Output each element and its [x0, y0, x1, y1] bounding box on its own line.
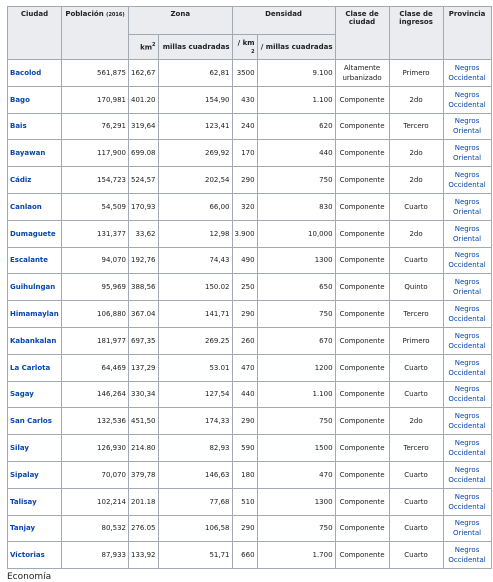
city-link[interactable]: Sipalay — [8, 461, 62, 488]
header-millas-zona: millas cuadradas — [158, 35, 232, 60]
density-mi2-cell: 1.100 — [257, 86, 335, 113]
density-mi2-cell: 750 — [257, 515, 335, 542]
area-km2-cell: 330,34 — [129, 381, 159, 408]
population-cell: 126,930 — [62, 435, 129, 462]
density-km2-cell: 3.900 — [232, 220, 257, 247]
population-cell: 94,070 — [62, 247, 129, 274]
density-mi2-cell: 620 — [257, 113, 335, 140]
province-link[interactable]: Negros Occidental — [443, 408, 491, 435]
density-km2-cell: 290 — [232, 167, 257, 194]
header-poblacion[interactable] — [62, 7, 129, 60]
city-class-cell: Altamente urbanizado — [335, 60, 389, 87]
area-mi2-cell: 82,93 — [158, 435, 232, 462]
population-cell: 95,969 — [62, 274, 129, 301]
header-per-km-sub: 2 — [251, 49, 255, 55]
province-link[interactable]: Negros Oriental — [443, 515, 491, 542]
table-row — [8, 515, 492, 542]
header-millas-dens: / millas cuadradas — [257, 35, 335, 60]
density-km2-cell: 660 — [232, 542, 257, 569]
area-mi2-cell: 77,68 — [158, 488, 232, 515]
area-mi2-cell: 150.02 — [158, 274, 232, 301]
density-mi2-cell: 1.100 — [257, 381, 335, 408]
income-class-cell: Cuarto — [389, 381, 443, 408]
income-class-cell: Tercero — [389, 435, 443, 462]
density-km2-cell: 240 — [232, 113, 257, 140]
province-link[interactable]: Negros Occidental — [443, 301, 491, 328]
area-km2-cell: 162,67 — [129, 60, 159, 87]
density-km2-cell: 320 — [232, 193, 257, 220]
city-class-cell: Componente — [335, 113, 389, 140]
area-km2-cell: 699.08 — [129, 140, 159, 167]
population-cell: 106,880 — [62, 301, 129, 328]
area-km2-cell: 388,56 — [129, 274, 159, 301]
area-mi2-cell: 269,92 — [158, 140, 232, 167]
city-link[interactable]: Himamaylan — [8, 301, 62, 328]
table-row — [8, 60, 492, 87]
city-link[interactable]: Tanjay — [8, 515, 62, 542]
population-cell: 561,875 — [62, 60, 129, 87]
city-link[interactable]: Bayawan — [8, 140, 62, 167]
population-cell: 70,070 — [62, 461, 129, 488]
province-link[interactable]: Negros Occidental — [443, 60, 491, 87]
cities-table — [7, 6, 492, 569]
table-row — [8, 435, 492, 462]
density-km2-cell: 250 — [232, 274, 257, 301]
density-km2-cell: 430 — [232, 86, 257, 113]
density-km2-cell: 470 — [232, 354, 257, 381]
income-class-cell: Cuarto — [389, 488, 443, 515]
province-link[interactable]: Negros Occidental — [443, 86, 491, 113]
area-mi2-cell: 123,41 — [158, 113, 232, 140]
table-row — [8, 461, 492, 488]
density-km2-cell: 290 — [232, 301, 257, 328]
province-link[interactable]: Negros Occidental — [443, 247, 491, 274]
density-mi2-cell: 470 — [257, 461, 335, 488]
area-mi2-cell: 74,43 — [158, 247, 232, 274]
area-mi2-cell: 269.25 — [158, 327, 232, 354]
province-link[interactable]: Negros Occidental — [443, 167, 491, 194]
city-class-cell: Componente — [335, 488, 389, 515]
population-cell: 54,509 — [62, 193, 129, 220]
density-mi2-cell: 440 — [257, 140, 335, 167]
density-mi2-cell: 750 — [257, 167, 335, 194]
area-km2-cell: 524,57 — [129, 167, 159, 194]
city-class-cell: Componente — [335, 167, 389, 194]
area-km2-cell: 137,29 — [129, 354, 159, 381]
population-cell: 76,291 — [62, 113, 129, 140]
province-link[interactable]: Negros Occidental — [443, 435, 491, 462]
table-row — [8, 381, 492, 408]
population-cell: 80,532 — [62, 515, 129, 542]
table-row — [8, 193, 492, 220]
header-ciudad[interactable]: Ciudad — [8, 7, 62, 60]
population-cell: 170,981 — [62, 86, 129, 113]
city-class-cell: Componente — [335, 381, 389, 408]
table-row — [8, 86, 492, 113]
density-km2-cell: 440 — [232, 381, 257, 408]
area-mi2-cell: 12,98 — [158, 220, 232, 247]
table-row — [8, 354, 492, 381]
income-class-cell: 2do — [389, 167, 443, 194]
city-class-cell: Componente — [335, 220, 389, 247]
population-cell: 102,214 — [62, 488, 129, 515]
population-cell: 117,900 — [62, 140, 129, 167]
province-link[interactable]: Negros Oriental — [443, 220, 491, 247]
density-mi2-cell: 1300 — [257, 247, 335, 274]
income-class-cell: Cuarto — [389, 247, 443, 274]
income-class-cell: Primero — [389, 327, 443, 354]
income-class-cell: Cuarto — [389, 515, 443, 542]
area-km2-cell: 697,35 — [129, 327, 159, 354]
density-km2-cell: 180 — [232, 461, 257, 488]
city-link[interactable]: Cádiz — [8, 167, 62, 194]
area-km2-cell: 451,50 — [129, 408, 159, 435]
province-link[interactable]: Negros Occidental — [443, 354, 491, 381]
header-provincia[interactable]: Provincia — [443, 7, 491, 60]
city-class-cell: Componente — [335, 354, 389, 381]
density-mi2-cell: 1300 — [257, 488, 335, 515]
density-km2-cell: 290 — [232, 515, 257, 542]
table-row — [8, 327, 492, 354]
area-km2-cell: 379,78 — [129, 461, 159, 488]
income-class-cell: Cuarto — [389, 542, 443, 569]
income-class-cell: Cuarto — [389, 193, 443, 220]
province-link[interactable]: Negros Oriental — [443, 274, 491, 301]
city-link[interactable]: Dumaguete — [8, 220, 62, 247]
city-link[interactable]: Victorias — [8, 542, 62, 569]
area-km2-cell: 201.18 — [129, 488, 159, 515]
area-mi2-cell: 174,33 — [158, 408, 232, 435]
city-link[interactable]: Bais — [8, 113, 62, 140]
table-row — [8, 220, 492, 247]
city-class-cell: Componente — [335, 408, 389, 435]
area-mi2-cell: 51,71 — [158, 542, 232, 569]
header-km2-sup: 2 — [152, 42, 156, 49]
density-mi2-cell: 650 — [257, 274, 335, 301]
population-cell: 154,723 — [62, 167, 129, 194]
population-cell: 131,377 — [62, 220, 129, 247]
area-mi2-cell: 141,71 — [158, 301, 232, 328]
income-class-cell: Primero — [389, 60, 443, 87]
table-row — [8, 488, 492, 515]
income-class-cell: Tercero — [389, 301, 443, 328]
area-km2-cell: 276.05 — [129, 515, 159, 542]
density-mi2-cell: 1500 — [257, 435, 335, 462]
city-link[interactable]: Sagay — [8, 381, 62, 408]
city-link[interactable]: Escalante — [8, 247, 62, 274]
income-class-cell: Cuarto — [389, 354, 443, 381]
population-cell: 64,469 — [62, 354, 129, 381]
header-zona[interactable]: Zona — [129, 7, 233, 35]
income-class-cell: Tercero — [389, 113, 443, 140]
city-class-cell: Componente — [335, 140, 389, 167]
city-link[interactable]: Guihulngan — [8, 274, 62, 301]
header-per-km-label: / km — [237, 39, 255, 47]
density-km2-cell: 260 — [232, 327, 257, 354]
table-row — [8, 274, 492, 301]
province-link[interactable]: Negros Occidental — [443, 461, 491, 488]
income-class-cell: 2do — [389, 220, 443, 247]
density-km2-cell: 490 — [232, 247, 257, 274]
income-class-cell: 2do — [389, 140, 443, 167]
area-mi2-cell: 106,58 — [158, 515, 232, 542]
area-km2-cell: 170,93 — [129, 193, 159, 220]
density-mi2-cell: 830 — [257, 193, 335, 220]
income-class-cell: Cuarto — [389, 461, 443, 488]
province-link[interactable]: Negros Occidental — [443, 542, 491, 569]
province-link[interactable]: Negros Occidental — [443, 488, 491, 515]
table-row — [8, 301, 492, 328]
density-mi2-cell: 1200 — [257, 354, 335, 381]
area-mi2-cell: 62,81 — [158, 60, 232, 87]
area-km2-cell: 319,64 — [129, 113, 159, 140]
city-class-cell: Componente — [335, 86, 389, 113]
area-km2-cell: 192,76 — [129, 247, 159, 274]
area-km2-cell: 214.80 — [129, 435, 159, 462]
area-km2-cell: 133,92 — [129, 542, 159, 569]
header-densidad[interactable]: Densidad — [232, 7, 335, 35]
city-class-cell: Componente — [335, 193, 389, 220]
province-link[interactable]: Negros Oriental — [443, 113, 491, 140]
population-cell: 132,536 — [62, 408, 129, 435]
city-link[interactable]: Kabankalan — [8, 327, 62, 354]
density-mi2-cell: 750 — [257, 408, 335, 435]
density-km2-cell: 170 — [232, 140, 257, 167]
province-link[interactable]: Negros Oriental — [443, 140, 491, 167]
area-mi2-cell: 53.01 — [158, 354, 232, 381]
city-class-cell: Componente — [335, 435, 389, 462]
density-mi2-cell: 9.100 — [257, 60, 335, 87]
area-mi2-cell: 154,90 — [158, 86, 232, 113]
density-km2-cell: 290 — [232, 408, 257, 435]
city-link[interactable]: Canlaon — [8, 193, 62, 220]
city-link[interactable]: Bacolod — [8, 60, 62, 87]
province-link[interactable]: Negros Occidental — [443, 327, 491, 354]
income-class-cell: 2do — [389, 408, 443, 435]
header-km2-label: km — [140, 43, 153, 52]
header-clase-ingresos[interactable]: Clase de ingresos — [389, 7, 443, 60]
density-km2-cell: 590 — [232, 435, 257, 462]
population-cell: 87,933 — [62, 542, 129, 569]
density-km2-cell: 3500 — [232, 60, 257, 87]
table-row — [8, 140, 492, 167]
city-link[interactable]: Silay — [8, 435, 62, 462]
income-class-cell: Quinto — [389, 274, 443, 301]
header-clase-ciudad[interactable]: Clase de ciudad — [335, 7, 389, 60]
city-link[interactable]: Talisay — [8, 488, 62, 515]
header-per-km — [232, 35, 257, 60]
city-link[interactable]: Bago — [8, 86, 62, 113]
density-km2-cell: 510 — [232, 488, 257, 515]
province-link[interactable]: Negros Oriental — [443, 193, 491, 220]
city-link[interactable]: La Carlota — [8, 354, 62, 381]
area-mi2-cell: 146,63 — [158, 461, 232, 488]
density-mi2-cell: 1.700 — [257, 542, 335, 569]
city-class-cell: Componente — [335, 461, 389, 488]
city-class-cell: Componente — [335, 515, 389, 542]
density-mi2-cell: 750 — [257, 301, 335, 328]
city-class-cell: Componente — [335, 247, 389, 274]
header-km2 — [129, 35, 159, 60]
area-km2-cell: 401.20 — [129, 86, 159, 113]
table-row — [8, 247, 492, 274]
city-class-cell: Componente — [335, 274, 389, 301]
density-mi2-cell: 670 — [257, 327, 335, 354]
city-class-cell: Componente — [335, 542, 389, 569]
income-class-cell: 2do — [389, 86, 443, 113]
table-row — [8, 408, 492, 435]
table-row — [8, 113, 492, 140]
table-row — [8, 542, 492, 569]
province-link[interactable]: Negros Occidental — [443, 381, 491, 408]
city-link[interactable]: San Carlos — [8, 408, 62, 435]
area-mi2-cell: 127,54 — [158, 381, 232, 408]
area-km2-cell: 367.04 — [129, 301, 159, 328]
population-cell: 146,264 — [62, 381, 129, 408]
area-mi2-cell: 202,54 — [158, 167, 232, 194]
area-mi2-cell: 66,00 — [158, 193, 232, 220]
city-class-cell: Componente — [335, 301, 389, 328]
header-poblacion-year: (2016) — [106, 12, 125, 18]
section-heading: Economía — [7, 572, 52, 582]
table-row — [8, 167, 492, 194]
city-class-cell: Componente — [335, 327, 389, 354]
population-cell: 181,977 — [62, 327, 129, 354]
header-poblacion-label: Población — [65, 10, 104, 18]
area-km2-cell: 33,62 — [129, 220, 159, 247]
density-mi2-cell: 10,000 — [257, 220, 335, 247]
